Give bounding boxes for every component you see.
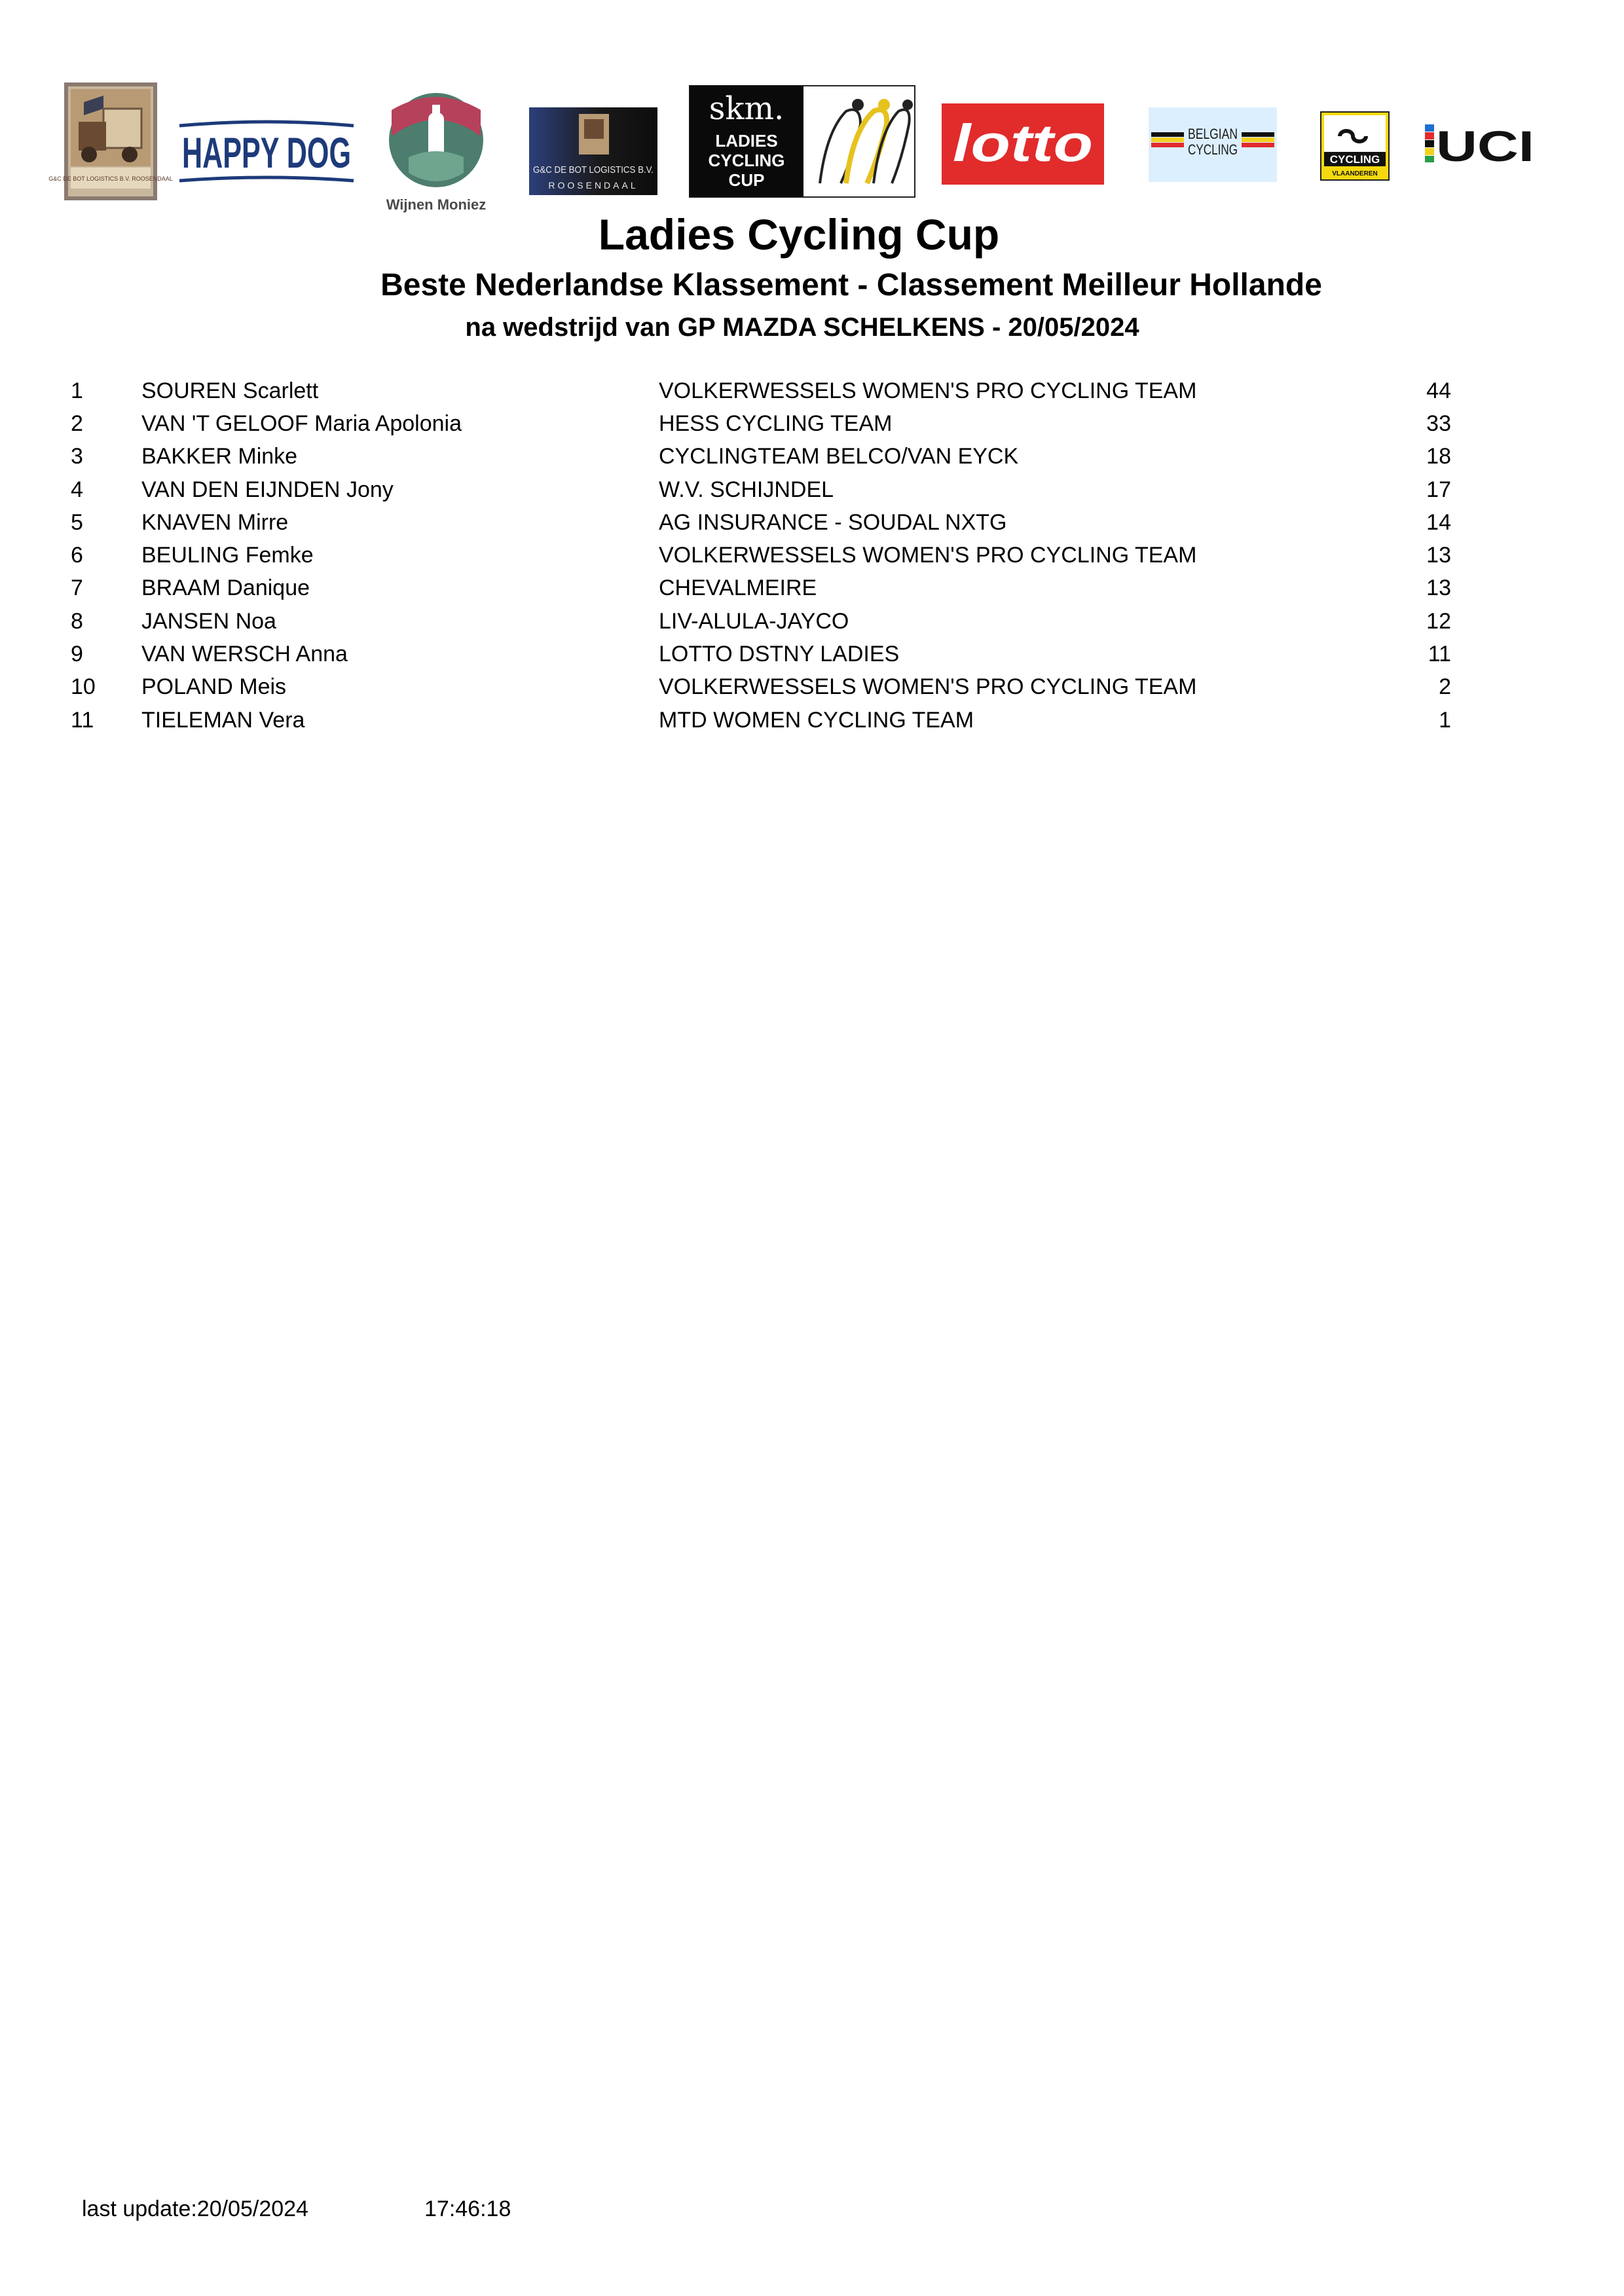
team-name: LOTTO DSTNY LADIES (659, 642, 900, 667)
rider-name: VAN DEN EIJNDEN Jony (141, 477, 394, 502)
svg-text:Wijnen Moniez: Wijnen Moniez (386, 196, 487, 213)
rider-name: JANSEN Noa (141, 608, 276, 634)
table-row (71, 473, 1451, 506)
points: 13 (1426, 543, 1451, 568)
team-name: MTD WOMEN CYCLING TEAM (659, 707, 974, 733)
rider-name: POLAND Meis (141, 674, 287, 700)
rank-position: 5 (71, 509, 83, 535)
svg-text:G&C DE BOT LOGISTICS B.V.: G&C DE BOT LOGISTICS B.V. (533, 164, 654, 175)
svg-text:lotto: lotto (953, 114, 1093, 172)
svg-text:CYCLING: CYCLING (1329, 153, 1380, 166)
rank-position: 8 (71, 608, 83, 634)
cycling-vlaanderen-logo (1320, 111, 1390, 181)
team-name: HESS CYCLING TEAM (659, 410, 893, 436)
wijnen-moniez-logo (371, 90, 502, 215)
rank-position: 7 (71, 575, 83, 601)
svg-text:G&C DE BOT LOGISTICS B.V. ROOS: G&C DE BOT LOGISTICS B.V. ROOSENDAAL (48, 175, 173, 182)
table-row (71, 638, 1451, 670)
de-bot-logistics-logo (529, 107, 657, 195)
uci-logo (1425, 122, 1536, 170)
team-name: CYCLINGTEAM BELCO/VAN EYCK (659, 444, 1019, 469)
rider-name: SOUREN Scarlett (141, 378, 319, 403)
points: 12 (1426, 608, 1451, 634)
rank-position: 6 (71, 543, 83, 568)
rank-position: 11 (71, 707, 94, 733)
svg-text:BELGIAN: BELGIAN (1188, 126, 1238, 142)
table-row (71, 572, 1451, 605)
points: 11 (1428, 642, 1451, 667)
rider-name: BRAAM Danique (141, 575, 310, 601)
team-name: CHEVALMEIRE (659, 575, 817, 601)
svg-text:ROOSENDAAL: ROOSENDAAL (548, 180, 638, 191)
points: 13 (1426, 575, 1451, 601)
svg-text:LADIES: LADIES (715, 131, 778, 151)
ranking-table (71, 374, 1451, 737)
points: 1 (1439, 707, 1451, 733)
team-name: VOLKERWESSELS WOMEN'S PRO CYCLING TEAM (659, 378, 1197, 403)
table-row (71, 704, 1451, 737)
team-name: VOLKERWESSELS WOMEN'S PRO CYCLING TEAM (659, 674, 1197, 700)
points: 17 (1426, 477, 1451, 502)
points: 2 (1439, 674, 1451, 700)
svg-text:CUP: CUP (728, 170, 765, 190)
points: 44 (1426, 378, 1451, 403)
ranking-table-body (71, 374, 1451, 737)
svg-text:CYCLING: CYCLING (708, 151, 785, 170)
table-row (71, 671, 1451, 704)
table-row (71, 441, 1451, 473)
table-row (71, 605, 1451, 638)
skm-ladies-cycling-cup-logo (689, 85, 915, 198)
rank-position: 1 (71, 378, 83, 403)
rank-position: 4 (71, 477, 83, 502)
de-bot-badge-logo (48, 82, 173, 200)
rider-name: VAN 'T GELOOF Maria Apolonia (141, 410, 462, 436)
rank-position: 3 (71, 444, 83, 469)
svg-text:CYCLING: CYCLING (1188, 141, 1238, 158)
svg-text:UCI: UCI (1436, 122, 1534, 170)
table-row (71, 407, 1451, 440)
rank-position: 10 (71, 674, 96, 700)
rider-name: TIELEMAN Vera (141, 707, 305, 733)
rider-name: BEULING Femke (141, 543, 314, 568)
page-title: Ladies Cycling Cup (598, 210, 1000, 259)
points: 33 (1426, 410, 1451, 436)
last-update-time: 17:46:18 (424, 2196, 511, 2221)
svg-text:HAPPY DOG: HAPPY DOG (182, 128, 351, 177)
lotto-logo (942, 103, 1104, 185)
race-line: na wedstrijd van GP MAZDA SCHELKENS - 20/05/2024 (465, 313, 1139, 342)
team-name: W.V. SCHIJNDEL (659, 477, 834, 502)
happy-dog-logo (178, 117, 355, 189)
rank-position: 9 (71, 642, 83, 667)
team-name: VOLKERWESSELS WOMEN'S PRO CYCLING TEAM (659, 543, 1197, 568)
rider-name: BAKKER Minke (141, 444, 298, 469)
table-row (71, 374, 1451, 407)
rider-name: VAN WERSCH Anna (141, 642, 348, 667)
team-name: LIV-ALULA-JAYCO (659, 608, 849, 634)
svg-text:VLAANDEREN: VLAANDEREN (1332, 170, 1378, 177)
svg-text:skm.: skm. (709, 90, 784, 127)
belgian-cycling-logo (1149, 107, 1277, 182)
rank-position: 2 (71, 410, 83, 436)
rider-name: KNAVEN Mirre (141, 509, 289, 535)
page-subtitle: Beste Nederlandse Klassement - Classement Meilleur Hollande (380, 268, 1322, 302)
points: 14 (1426, 509, 1451, 535)
points: 18 (1426, 444, 1451, 469)
team-name: AG INSURANCE - SOUDAL NXTG (659, 509, 1007, 535)
table-row (71, 539, 1451, 572)
last-update: last update:20/05/2024 (82, 2196, 308, 2221)
table-row (71, 506, 1451, 539)
